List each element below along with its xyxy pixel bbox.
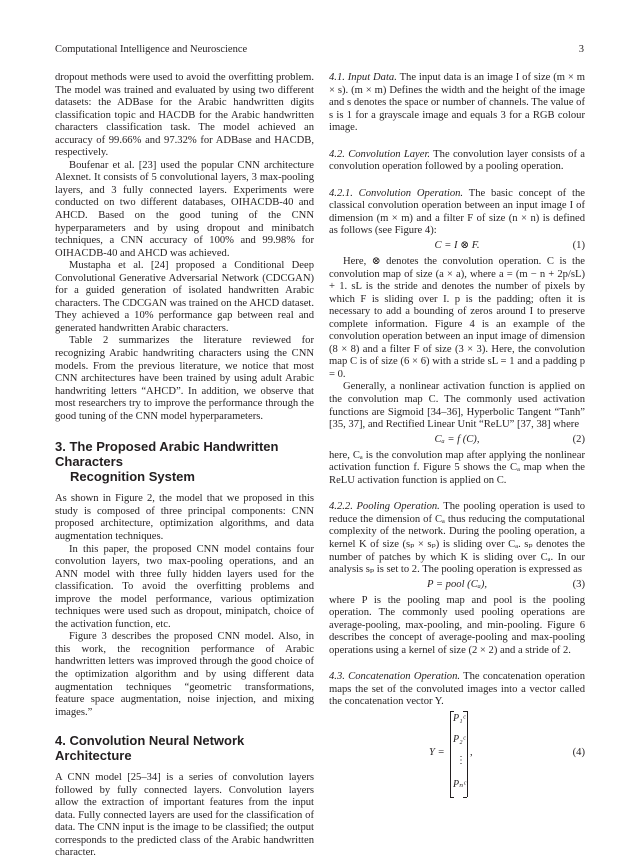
equation-3: P = pool (Cₐ), (3) bbox=[426, 578, 585, 590]
section-heading-3: 3. The Proposed Arabic Handwritten Characters Recognition System bbox=[55, 439, 279, 485]
equation-4: Y = P₁ᶜ P₂ᶜ ⋮ Pₙᶜ , (4) bbox=[329, 709, 585, 801]
subsection-4-3: 4.3. Concatenation Operation. The concatenation operation maps the set of the convoluted images into a vector called the concatenation vector Y. bbox=[329, 671, 586, 708]
paragraph: dropout methods were used to avoid the overfitting problem. The model was trained and evaluated by using two different datasets: the ADBase for the Arabic handwritten digits classification topic and HACDB for the Arabic handwritten characters classification task. The model achieved an accuracy of 99.66% and 97.32% for ADBase and HACDB, respectively. bbox=[55, 72, 314, 159]
subsection-4-2-2: 4.2.2. Pooling Operation. The pooling operation is used to reduce the dimension of Cₐ thus reducing the computational complexity of the network. During the pooling operation, a kernel K of size (sₚ × sₚ) is sliding over Cₐ. sₚ denotes the number of patches by which K is sliding over Cₐ. In our analysis sₚ is set to 2. The pooling operation is expressed as bbox=[329, 501, 585, 576]
paragraph: Generally, a nonlinear activation function is applied on the convolution map C. The commonly used activation functions are Sigmoid [34–36], Hyperbolic Tangent “Tanh” [35, 37], and Rectified Linear Unit “ReLU” [37, 38] where bbox=[329, 381, 585, 431]
paragraph: here, Cₐ is the convolution map after applying the nonlinear activation function f. Figure 5 shows the Cₐ map when the ReLU activation function is applied on C. bbox=[329, 449, 585, 486]
subsection-4-2: 4.2. Convolution Layer. The convolution layer consists of a convolution operation followed by a pooling operation. bbox=[329, 148, 585, 173]
matrix-cell: P₂ᶜ bbox=[453, 733, 466, 745]
section-heading-4: 4. Convolution Neural Network Architecture bbox=[55, 733, 245, 764]
paragraph: Figure 3 describes the proposed CNN model. Also, in this work, the recognition performance of Arabic handwritten letters was improved through the good choice of the optimization algorithm and by using different data augmentation techniques “geometric transformations, feature space augmentation, noise injection, and mixing images.” bbox=[55, 631, 314, 718]
subsection-4-1: 4.1. Input Data. The input data is an image I of size (m × m × s). (m × m) Defines the width and the height of the image and s denotes the space or number of channels. The value of s is 1 for a grayscale image and equals 3 for a RGB colour image. bbox=[329, 72, 585, 134]
paragraph: Table 2 summarizes the literature reviewed for recognizing Arabic handwriting characters using the CNN models. From the previous literature, we notice that most CNN architectures have been trained by using adult Arabic handwriting letters “AHCD”. In addition, we observe that most researchers try to improve the performance through the good tuning of the CNN model hyperparameters. bbox=[55, 335, 314, 422]
paragraph: Mustapha et al. [24] proposed a Conditional Deep Convolutional Generative Adversarial Network (CDCGAN) for a guided generation of isolated handwritten Arabic characters. The CDCGAN was trained on the AHCD dataset. They achieved a 10% performance gap between real and generated handwritten Arabic characters. bbox=[55, 260, 314, 334]
running-header bbox=[55, 44, 584, 58]
paragraph: In this paper, the proposed CNN model contains four convolution layers, two max-pooling operations, and an ANN model with three fully hidden layers used for the classification. To avoid the overfitting problems and improve the model performance, various optimization techniques were used such as dropout, minipatch, choice of the activation function, etc. bbox=[55, 543, 314, 630]
paragraph: As shown in Figure 2, the model that we proposed in this study is composed of three principal components: CNN proposed architecture, optimization algorithms, and data augmentation techniques. bbox=[55, 493, 314, 542]
matrix-cell: P₁ᶜ bbox=[453, 712, 466, 724]
equation-2: Cₐ = f (C), (2) bbox=[434, 433, 585, 445]
right-column bbox=[329, 72, 585, 801]
paragraph: Here, ⊗ denotes the convolution operation. C is the convolution map of size (a × a), where a = (m − n + 2p/sL) + 1. sL is the stride and denotes the number of pixels by which F is sliding over I. p is the padding; often it is necessary to add a bounding of zeros around I to preserve complete information. Figure 4 is an example of the convolution operation between an input image of dimension (8 × 8) and a filter F of size (3 × 3). Here, the convolution map C is of size (6 × 6) with a stride sL = 1 and a padding p = 0. bbox=[329, 256, 585, 380]
page-number: 3 bbox=[578, 44, 584, 55]
subsection-4-2-1: 4.2.1. Convolution Operation. The basic concept of the classical convolution operation between an input image I of dimension (m × m) and a filter F of size (n × n) is defined as follows (see Figure 4): bbox=[329, 187, 585, 237]
paragraph: Boufenar et al. [23] used the popular CNN architecture Alexnet. It consists of 5 convolutional layers, 3 max-pooling layers, and 3 fully connected layers. Experiments were conducted on two different databases, OIHACDB-40 and AHCD. Based on the good tuning of the CNN hyperparameters and by using dropout and minibatch techniques, a CNN accuracy of 100% and 99.98% for OIHACDB-40 and AHCD was achieved. bbox=[55, 159, 314, 259]
paragraph: A CNN model [25–34] is a series of convolution layers followed by fully connected layers. Convolution layers allow the extraction of important features from the input data. Fully connected layers are used for the classification of data. The CNN input is the image to be classified; the output corresponds to the predicted class of the Arabic handwritten character. bbox=[55, 772, 314, 859]
paragraph: where P is the pooling map and pool is the pooling operation. The commonly used pooling operations are average-pooling, max-pooling, and min-pooling. Figure 6 describes the concept of average-pooling and max-pooling operations using a kernel of size (2 × 2) and a stride of 2. bbox=[329, 594, 585, 656]
journal-name: Computational Intelligence and Neuroscience bbox=[55, 44, 248, 55]
matrix-cell: ⋮ bbox=[456, 754, 466, 766]
left-column bbox=[55, 72, 314, 860]
equation-1: C = I ⊗ F. (1) bbox=[434, 240, 585, 252]
matrix-cell: Pₙᶜ bbox=[453, 778, 466, 790]
